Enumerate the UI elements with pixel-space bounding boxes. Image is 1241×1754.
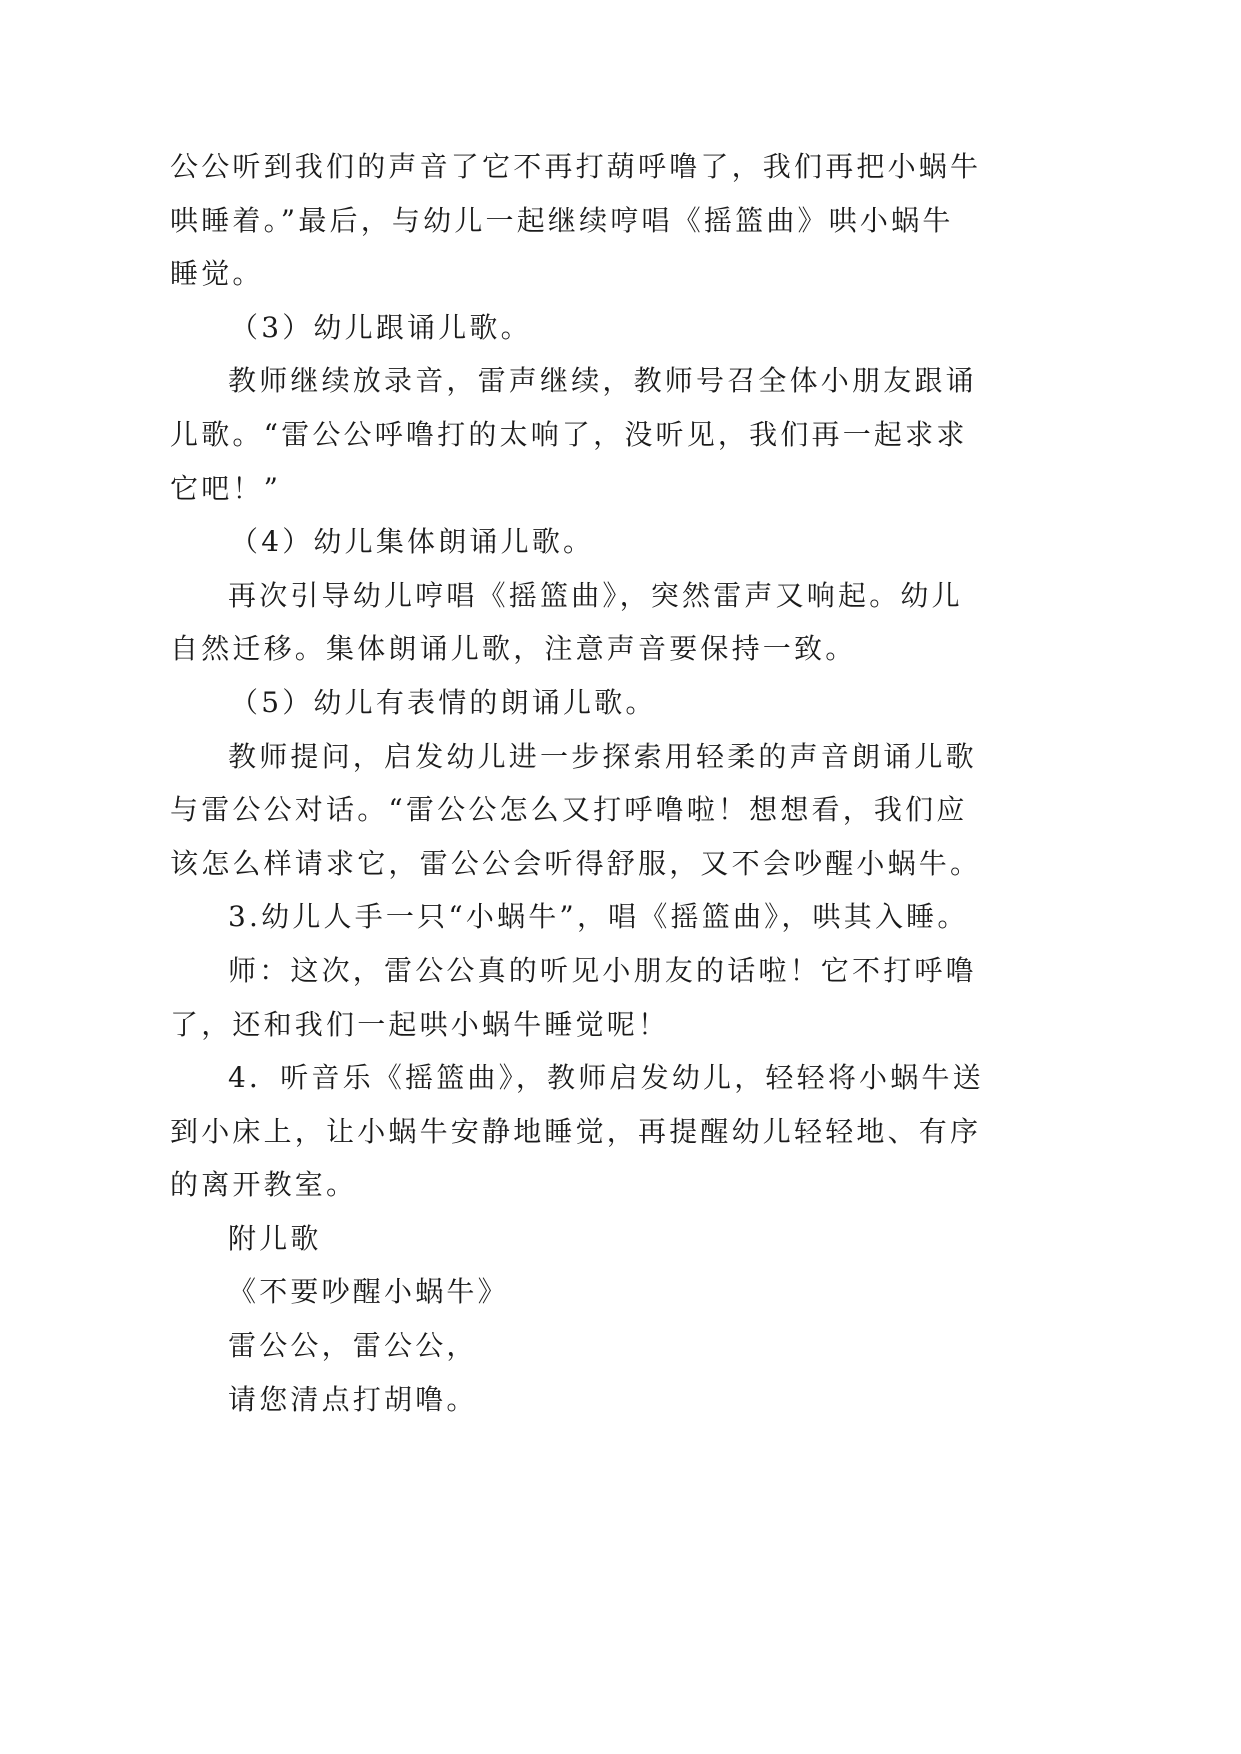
- text-line: 与雷公公对话。“雷公公怎么又打呼噜啦！想想看，我们应: [170, 793, 968, 827]
- text-line: 师：这次，雷公公真的听见小朋友的话啦！它不打呼噜: [228, 953, 977, 987]
- poem-line: 请您清点打胡噜。: [228, 1382, 478, 1416]
- text-line: 该怎么样请求它，雷公公会听得舒服，又不会吵醒小蜗牛。: [170, 846, 982, 880]
- text-line: 公公听到我们的声音了它不再打葫呼噜了，我们再把小蜗牛: [170, 150, 982, 183]
- text-line: 哄睡着。”最后，与幼儿一起继续哼唱《摇篮曲》哄小蜗牛: [170, 203, 954, 237]
- text-line: 了，还和我们一起哄小蜗牛睡觉呢！: [170, 1007, 670, 1041]
- text-line: 自然迁移。集体朗诵儿歌，注意声音要保持一致。: [170, 632, 857, 666]
- text-line: 儿歌。“雷公公呼噜打的太响了，没听见，我们再一起求求: [170, 417, 968, 451]
- text-line: 再次引导幼儿哼唱《摇篮曲》，突然雷声又响起。幼儿: [228, 578, 963, 612]
- poem-line: 雷公公，雷公公，: [228, 1329, 478, 1363]
- appendix-label: 附儿歌: [228, 1221, 322, 1255]
- step-heading: （4）幼儿集体朗诵儿歌。: [230, 525, 595, 559]
- text-line: 睡觉。: [170, 257, 264, 291]
- text-line: 到小床上，让小蜗牛安静地睡觉，再提醒幼儿轻轻地、有序: [170, 1114, 982, 1148]
- step-heading: （3）幼儿跟诵儿歌。: [230, 310, 532, 344]
- text-line: 教师继续放录音，雷声继续，教师号召全体小朋友跟诵: [228, 364, 977, 398]
- text-line: 它吧！”: [170, 471, 282, 505]
- poem-title: 《不要吵醒小蜗牛》: [228, 1275, 509, 1309]
- text-line: 教师提问，启发幼儿进一步探索用轻柔的声音朗诵儿歌: [228, 739, 977, 773]
- document-body: [170, 140, 984, 1426]
- text-line: 3.幼儿人手一只“小蜗牛”，唱《摇篮曲》，哄其入睡。: [228, 900, 969, 934]
- text-line: 4．听音乐《摇篮曲》，教师启发幼儿，轻轻将小蜗牛送: [228, 1061, 984, 1095]
- text-line: 的离开教室。: [170, 1168, 358, 1202]
- step-heading: （5）幼儿有表情的朗诵儿歌。: [230, 685, 657, 719]
